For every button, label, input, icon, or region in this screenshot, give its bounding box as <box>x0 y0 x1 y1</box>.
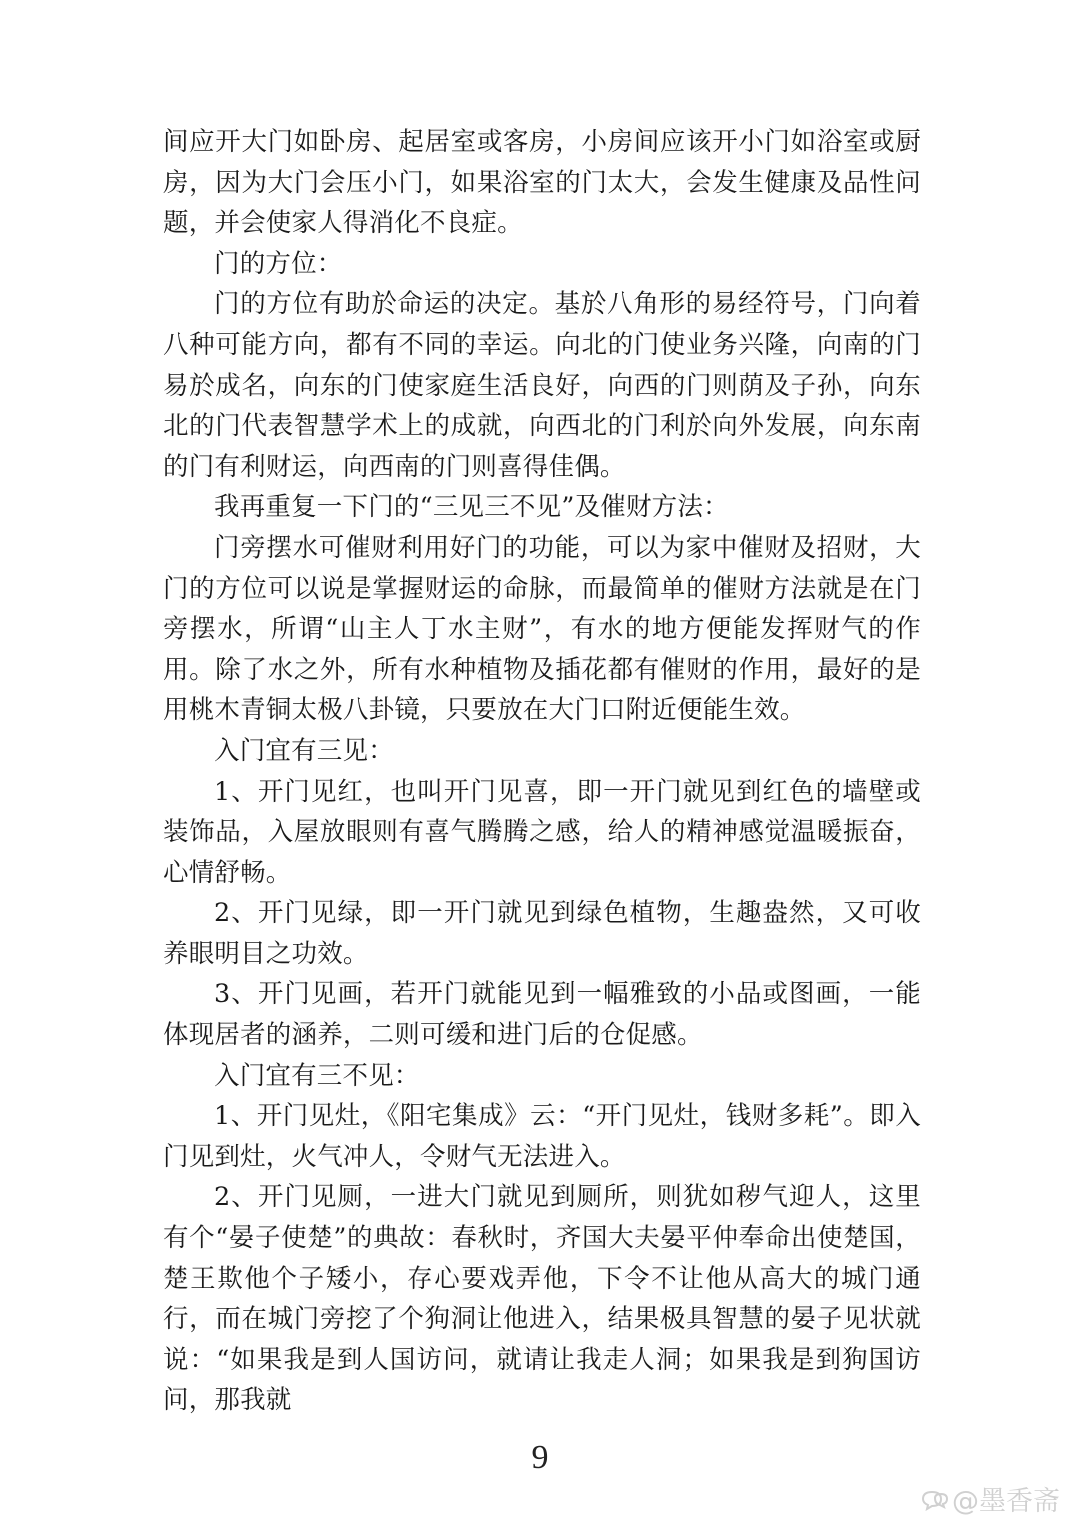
page-number: 9 <box>531 1439 549 1476</box>
heading-door-orientation: 门的方位： <box>214 248 343 279</box>
body-text <box>163 122 921 1421</box>
watermark-text: @墨香斋 <box>952 1485 1060 1517</box>
paragraph-door-orientation: 门的方位有助於命运的决定。基於八角形的易经符号，门向着八种可能方向，都有不同的幸运。向北的门使业务兴隆，向南的门易於成名，向东的门使家庭生活良好，向西的门则荫及子孙，向东北的门代表智慧学术上的成就，向西北的门利於向外发展，向东南的门有利财运，向西南的门则喜得佳偶。 <box>163 289 921 482</box>
paragraph-continuation: 间应开大门如卧房、起居室或客房，小房间应该开小门如浴室或厨房，因为大门会压小门，如果浴室的门太大，会发生健康及品性问题，并会使家人得消化不良症。 <box>163 127 921 239</box>
paragraph-repeat-intro: 我再重复一下门的“三见三不见”及催财方法： <box>214 492 729 523</box>
heading-three-sights: 入门宜有三见： <box>214 735 394 766</box>
list-item-painting: 3、开门见画，若开门就能见到一幅雅致的小品或图画，一能体现居者的涵养，二则可缓和进门后的仓促感。 <box>163 979 921 1051</box>
list-item-red: 1、开门见红，也叫开门见喜，即一开门就见到红色的墙壁或装饰品，入屋放眼则有喜气腾腾之感，给人的精神感觉温暖振奋，心情舒畅。 <box>163 776 921 888</box>
list-item-stove: 1、开门见灶，《阳宅集成》云：“开门见灶，钱财多耗”。即入门见到灶，火气冲人，令财气无法进入。 <box>163 1101 921 1172</box>
list-item-green: 2、开门见绿，即一开门就见到绿色植物，生趣盎然，又可收养眼明目之功效。 <box>163 898 921 969</box>
zhihu-logo-icon <box>920 1487 948 1509</box>
list-item-toilet: 2、开门见厕，一进大门就见到厕所，则犹如秽气迎人，这里有个“晏子使楚”的典故：春秋时，齐国大夫晏平仲奉命出使楚国，楚王欺他个子矮小，存心要戏弄他，下令不让他从高大的城门通行，而在城门旁挖了个狗洞让他进入，结果极具智慧的晏子见状就说：“如果我是到人国访问，就请让我走人洞；如果我是到狗国访问，那我就 <box>163 1182 921 1416</box>
paragraph-water-wealth: 门旁摆水可催财利用好门的功能，可以为家中催财及招财，大门的方位可以说是掌握财运的命脉，而最简单的催财方法就是在门旁摆水，所谓“山主人丁水主财”，有水的地方便能发挥财气的作用。除了水之外，所有水种植物及插花都有催财的作用，最好的是用桃木青铜太极八卦镜，只要放在大门口附近便能生效。 <box>163 532 921 726</box>
watermark <box>920 1478 1060 1518</box>
heading-three-not-sights: 入门宜有三不见： <box>214 1060 420 1091</box>
